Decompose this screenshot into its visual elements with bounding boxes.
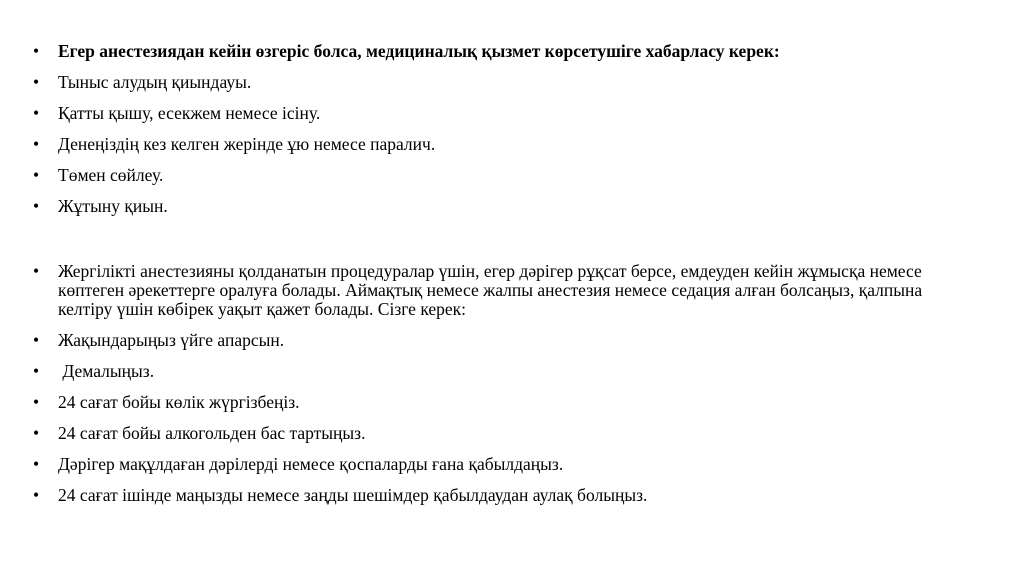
list-item-text: 24 сағат бойы көлік жүргізбеңіз. (58, 392, 300, 412)
bullet: • (33, 103, 40, 123)
list-item-text: Тыныс алудың қиындауы. (58, 72, 252, 92)
bullet: • (33, 361, 40, 381)
bullet: • (33, 423, 40, 443)
bullet: • (33, 41, 40, 61)
bullet: • (33, 196, 40, 216)
list-item (33, 455, 963, 474)
list-item (33, 331, 963, 350)
bullet: • (33, 454, 40, 474)
recovery-intro (33, 262, 963, 319)
list-item (33, 393, 963, 412)
list-item-text: Жұтыну қиын. (58, 196, 168, 216)
list-item (33, 424, 963, 443)
bullet: • (33, 165, 40, 185)
bullet: • (33, 261, 40, 281)
bullet: • (33, 485, 40, 505)
list-item-text: 24 сағат бойы алкогольден бас тартыңыз. (58, 423, 366, 443)
list-item (33, 486, 963, 505)
list-item (33, 166, 963, 185)
recovery-intro-text: Жергілікті анестезияны қолданатын процедуралар үшін, егер дәрігер рұқсат берсе, емдеуден кейін жұмысқа немесе көптеген әрекеттерге оралуға болады. Аймақтық немесе жалпы анестезия немесе седация алған болсаңыз, қалпына келтіру үшін көбірек уақыт қажет болады. Сізге керек: (58, 261, 923, 319)
list-item-text: Төмен сөйлеу. (58, 165, 164, 185)
symptoms-heading (33, 42, 963, 61)
list-item (33, 197, 963, 216)
symptoms-heading-text: Егер анестезиядан кейін өзгеріс болса, медициналық қызмет көрсетушіге хабарласу керек: (58, 41, 780, 61)
list-item-text: Жақындарыңыз үйге апарсын. (58, 330, 285, 350)
list-item-text: Денеңіздің кез келген жерінде ұю немесе паралич. (58, 134, 436, 154)
list-item (33, 104, 963, 123)
recovery-list (33, 262, 963, 517)
list-item-text: 24 сағат ішінде маңызды немесе заңды шешімдер қабылдаудан аулақ болыңыз. (58, 485, 648, 505)
bullet: • (33, 134, 40, 154)
list-item-text: Қатты қышу, есекжем немесе ісіну. (58, 103, 321, 123)
list-item (33, 73, 963, 92)
symptoms-list (33, 42, 963, 228)
list-item-text: Дәрігер мақұлдаған дәрілерді немесе қоспаларды ғана қабылдаңыз. (58, 454, 564, 474)
bullet: • (33, 330, 40, 350)
bullet: • (33, 392, 40, 412)
list-item (33, 135, 963, 154)
bullet: • (33, 72, 40, 92)
list-item-text: Демалыңыз. (58, 361, 155, 381)
list-item (33, 362, 963, 381)
